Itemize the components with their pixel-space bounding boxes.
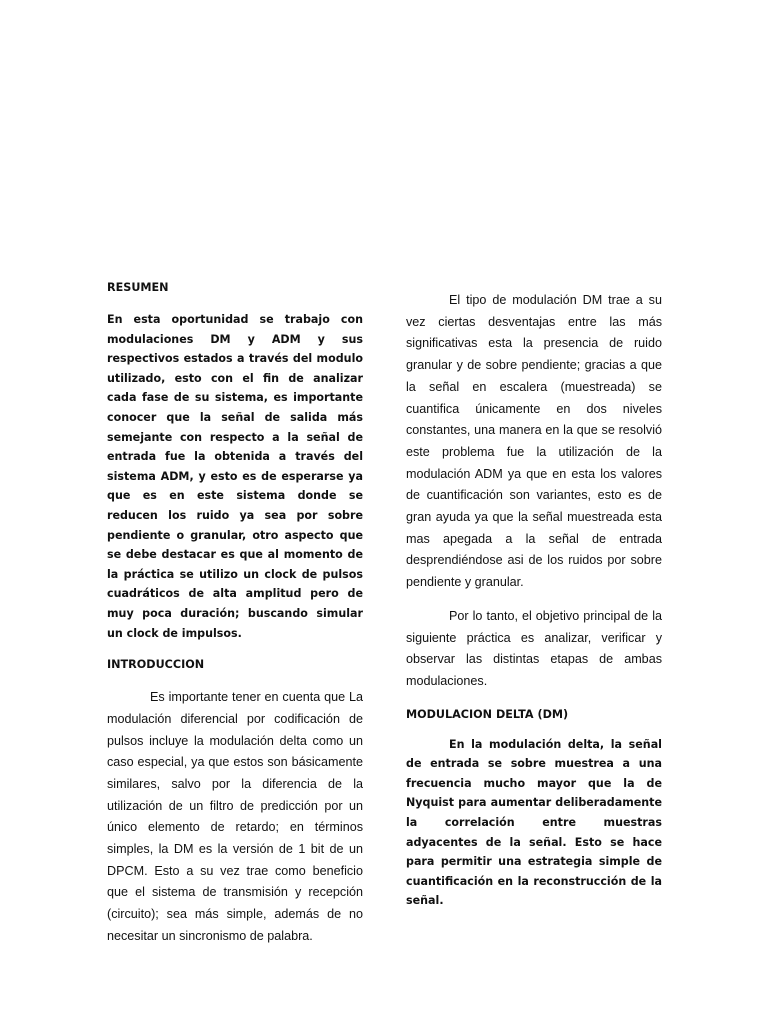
right-column xyxy=(406,290,662,911)
modulacion-delta-heading: MODULACION DELTA (DM) xyxy=(406,707,569,721)
dm-disadvantages-paragraph: El tipo de modulación DM trae a su vez ciertas desventajas entre las más significativas esta la presencia de ruido granular y de sobre pendiente; gracias a que la señal en escalera (muestreada) se cuantifica únicamente en dos niveles constantes, una manera en la que se resolvió este problema fue la utilización de la modulación ADM ya que en esta los valores de cuantificación son variantes, esto es de gran ayuda ya que la señal muestreada esta mas apegada a la señal de entrada desprendiéndose asi de los ruidos por sobre pendiente y granular. xyxy=(406,293,662,590)
introduccion-heading: INTRODUCCION xyxy=(107,658,205,672)
introduccion-paragraph: Es importante tener en cuenta que La modulación diferencial por codificación de pulsos incluye la modulación delta como un caso especial, ya que estos son básicamente similares, salvo por la diferencia de la utilización de un filtro de predicción por un único elemento de retardo; en términos simples, la DM es la versión de 1 bit de un DPCM. Esto a su vez trae como beneficio que el sistema de transmisión y recepción (circuito); sea más simple, además de no necesitar un sincronismo de palabra. xyxy=(107,690,363,943)
left-column xyxy=(107,280,363,948)
resumen-heading: RESUMEN xyxy=(107,281,169,294)
objective-paragraph: Por lo tanto, el objetivo principal de la siguiente práctica es analizar, verificar y observar las distintas etapas de ambas modulaciones. xyxy=(406,608,662,688)
resumen-paragraph: En esta oportunidad se trabajo con modulaciones DM y ADM y sus respectivos estados a través del modulo utilizado, esto con el fin de analizar cada fase de su sistema, es importante conocer que la señal de salida más semejante con respecto a la señal de entrada fue la obtenida a través del sistema ADM, y esto es de esperarse ya que es en este sistema donde se reducen los ruido ya sea por sobre pendiente o granular, otro aspecto que se debe destacar es que al momento de la práctica se utilizo un clock de pulsos cuadráticos de alta amplitud pero de muy poca duración; buscando simular un clock de impulsos. xyxy=(107,313,363,640)
modulacion-delta-paragraph: En la modulación delta, la señal de entrada se sobre muestrea a una frecuencia mucho mayor que la de Nyquist para aumentar deliberadamente la correlación entre muestras adyacentes de la señal. Esto se hace para permitir una estrategia simple de cuantificación en la reconstrucción de la señal. xyxy=(406,737,662,908)
